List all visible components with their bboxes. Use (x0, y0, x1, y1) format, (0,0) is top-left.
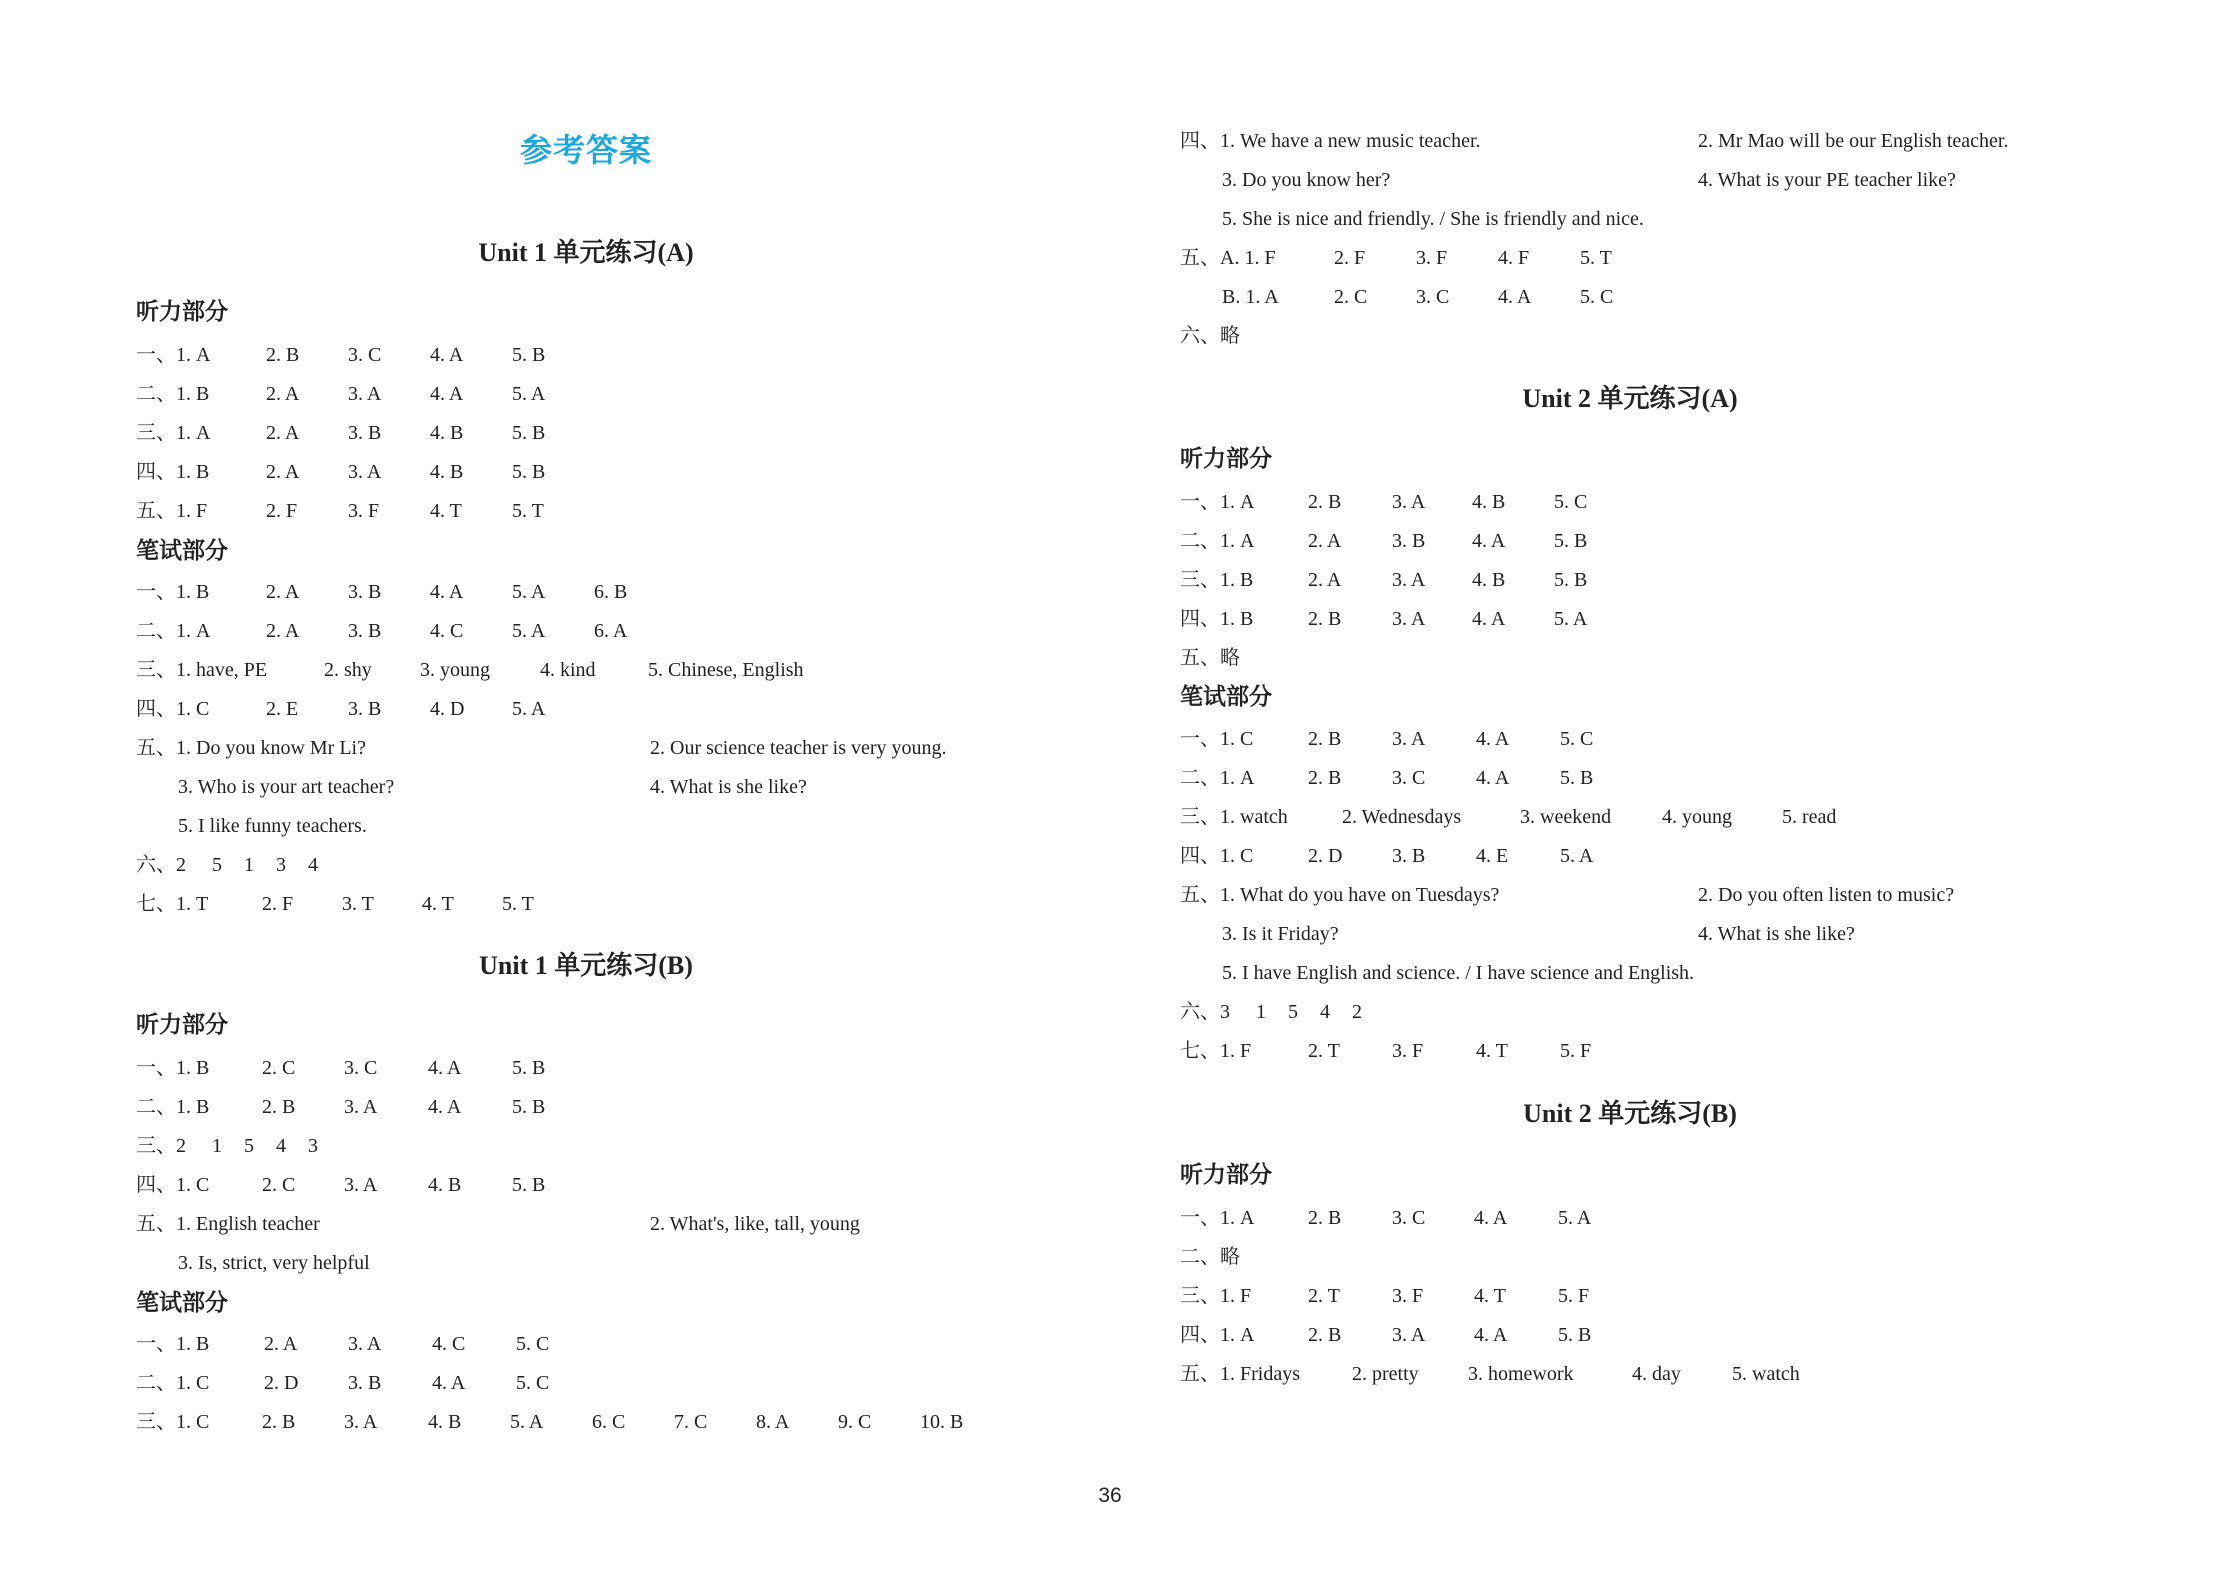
answer-item: 一、1. A (136, 344, 211, 366)
answer-item: 5. C (516, 1333, 550, 1355)
answer-item: 3 (308, 1135, 318, 1157)
answer-item: 2. E (266, 698, 299, 720)
answer-item: 2. A (266, 383, 300, 405)
answer-item: 二、1. B (136, 383, 210, 405)
answer-item: 3. B (348, 698, 382, 720)
answer-item: 一、1. B (136, 1333, 210, 1355)
answer-item: 2. B (262, 1411, 296, 1433)
answer-item: 3. weekend (1520, 806, 1612, 828)
answer-item: 2. Do you often listen to music? (1698, 884, 1955, 906)
answer-item: 一、1. B (136, 581, 210, 603)
answer-item: 3. A (1392, 728, 1426, 750)
answer-item: 3. C (344, 1057, 378, 1079)
answer-item: 5. Chinese, English (648, 659, 804, 681)
answer-item: 4. B (1472, 569, 1506, 591)
answer-item: 5 (212, 854, 222, 876)
answer-item: 4. T (430, 500, 462, 522)
answer-item: 3. Do you know her? (1222, 169, 1391, 191)
answer-item: 8. A (756, 1411, 790, 1433)
answer-item: 五、1. Do you know Mr Li? (136, 737, 366, 759)
answer-item: 2. shy (324, 659, 372, 681)
answer-item: 1 (244, 854, 254, 876)
answer-item: 4. A (1472, 608, 1506, 630)
answer-item: 5. I have English and science. / I have science and English. (1222, 962, 1695, 984)
answer-item: 5. B (1554, 569, 1588, 591)
answer-item: 二、1. A (1180, 530, 1255, 552)
answer-item: 2. B (262, 1096, 296, 1118)
answer-item: 2. A (266, 461, 300, 483)
answer-item: 三、2 (136, 1135, 186, 1157)
answer-item: 五、1. F (136, 500, 208, 522)
answer-item: 4. A (1472, 530, 1506, 552)
answer-item: 5. A (1554, 608, 1588, 630)
answer-item: 5. B (512, 1174, 546, 1196)
answer-item: 4. E (1476, 845, 1509, 867)
answer-item: 五、1. Fridays (1180, 1363, 1300, 1385)
answer-item: 3. C (1416, 286, 1450, 308)
answer-item: 4. A (1476, 728, 1510, 750)
answer-item: 2. C (262, 1057, 296, 1079)
answer-item: 三、1. B (1180, 569, 1254, 591)
answer-item: 5. C (1580, 286, 1614, 308)
answer-item: 5. T (1580, 247, 1612, 269)
answer-item: 2. A (266, 422, 300, 444)
answer-item: 四、1. C (136, 1174, 210, 1196)
answer-item: 5. A (512, 383, 546, 405)
answer-item: 10. B (920, 1411, 964, 1433)
answer-item: 4. A (1474, 1207, 1508, 1229)
answer-item: 2. F (1334, 247, 1366, 269)
answer-item: 4. young (1662, 806, 1732, 828)
unit-heading: Unit 1 单元练习(A) (478, 238, 694, 267)
answer-item: 3. A (348, 383, 382, 405)
section-heading: 听力部分 (1180, 1162, 1272, 1187)
answer-item: 五、1. English teacher (136, 1213, 320, 1235)
answer-item: 3. F (1392, 1040, 1424, 1062)
answer-item: 3. B (348, 1372, 382, 1394)
answer-item: 4. B (428, 1411, 462, 1433)
answer-item: 4. D (430, 698, 465, 720)
answer-item: 3. Who is your art teacher? (178, 776, 395, 798)
answer-item: 2. A (266, 620, 300, 642)
answer-item: 4. What is she like? (650, 776, 807, 798)
answer-item: 二、1. A (136, 620, 211, 642)
answer-item: 3. B (348, 620, 382, 642)
answer-item: 5. T (502, 893, 534, 915)
answer-item: 2. A (264, 1333, 298, 1355)
answer-item: 二、1. C (136, 1372, 210, 1394)
answer-item: 4. C (430, 620, 464, 642)
answer-item: 3. A (1392, 569, 1426, 591)
answer-item: 2. T (1308, 1285, 1340, 1307)
answer-item: 3. A (1392, 491, 1426, 513)
answer-item: 2. D (264, 1372, 299, 1394)
unit-heading: Unit 2 单元练习(A) (1522, 384, 1738, 413)
answer-item: 3. C (348, 344, 382, 366)
answer-item: 五、1. What do you have on Tuesdays? (1180, 884, 1500, 906)
answer-item: 4. T (1474, 1285, 1506, 1307)
answer-item: 4. T (1476, 1040, 1508, 1062)
answer-item: 二、略 (1180, 1246, 1240, 1268)
answer-item: 5. I like funny teachers. (178, 815, 367, 837)
answer-item: 三、1. have, PE (136, 659, 268, 681)
answer-item: 4. B (430, 422, 464, 444)
answer-item: 三、1. A (136, 422, 211, 444)
answer-item: 9. C (838, 1411, 872, 1433)
answer-item: 四、1. B (1180, 608, 1254, 630)
answer-item: 2. B (1308, 491, 1342, 513)
answer-item: 2. B (1308, 1207, 1342, 1229)
answer-item: 三、1. F (1180, 1285, 1252, 1307)
answer-item: 4. C (432, 1333, 466, 1355)
answer-item: 2. Mr Mao will be our English teacher. (1698, 130, 2009, 152)
answer-item: 3. C (1392, 1207, 1426, 1229)
answer-item: 4. What is your PE teacher like? (1698, 169, 1956, 191)
answer-item: 3. A (344, 1411, 378, 1433)
answer-item: 四、1. A (1180, 1324, 1255, 1346)
answer-item: 二、1. A (1180, 767, 1255, 789)
answer-item: 3. B (1392, 845, 1426, 867)
answer-item: 2 (1352, 1001, 1362, 1023)
answer-item: 4. A (428, 1057, 462, 1079)
answer-item: 2. D (1308, 845, 1343, 867)
answer-item: 5. A (510, 1411, 544, 1433)
answer-item: 2. B (1308, 767, 1342, 789)
answer-item: 5. C (1560, 728, 1594, 750)
answer-item: 四、1. B (136, 461, 210, 483)
answer-item: 3. B (348, 581, 382, 603)
answer-item: 4 (276, 1135, 286, 1157)
answer-item: 5. A (512, 581, 546, 603)
answer-item: 三、1. C (136, 1411, 210, 1433)
answer-item: 7. C (674, 1411, 708, 1433)
answer-item: 5. A (512, 698, 546, 720)
answer-item: 2. F (266, 500, 298, 522)
answer-item: 2. A (1308, 530, 1342, 552)
answer-item: 4. kind (540, 659, 596, 681)
answer-item: 2. T (1308, 1040, 1340, 1062)
answer-item: 4. A (428, 1096, 462, 1118)
answer-item: 3. A (348, 461, 382, 483)
answer-item: 5. B (1554, 530, 1588, 552)
answer-item: 五、略 (1180, 647, 1240, 669)
answer-item: 5. A (1558, 1207, 1592, 1229)
answer-item: 4 (1320, 1001, 1330, 1023)
answer-item: 七、1. T (136, 893, 209, 915)
answer-item: 4. T (422, 893, 454, 915)
answer-item: 2. C (1334, 286, 1368, 308)
unit-heading: Unit 2 单元练习(B) (1523, 1099, 1737, 1128)
answer-item: 6. C (592, 1411, 626, 1433)
answer-item: 5. She is nice and friendly. / She is friendly and nice. (1222, 208, 1644, 230)
answer-item: 2. What's, like, tall, young (650, 1213, 860, 1235)
answer-item: 2. Wednesdays (1342, 806, 1462, 828)
answer-item: 5. B (512, 461, 546, 483)
answer-item: 4. F (1498, 247, 1530, 269)
section-heading: 听力部分 (1180, 446, 1272, 471)
answer-item: 六、3 (1180, 1001, 1230, 1023)
section-heading: 笔试部分 (136, 538, 228, 563)
answer-item: 5. C (516, 1372, 550, 1394)
answer-item: 3. C (1392, 767, 1426, 789)
answer-item: 3. B (348, 422, 382, 444)
answer-item: 四、1. C (136, 698, 210, 720)
page-number: 36 (1098, 1484, 1122, 1507)
answer-item: 一、1. C (1180, 728, 1254, 750)
answer-item: 4. A (430, 581, 464, 603)
answer-item: 3. A (344, 1174, 378, 1196)
answer-item: 2. A (1308, 569, 1342, 591)
answer-item: 5. read (1782, 806, 1837, 828)
answer-item: 三、1. watch (1180, 806, 1288, 828)
answer-item: 4. B (1472, 491, 1506, 513)
answer-item: 3. young (420, 659, 490, 681)
answer-item: 4. A (430, 383, 464, 405)
answer-item: 6. A (594, 620, 628, 642)
answer-item: 5. F (1558, 1285, 1590, 1307)
answer-item: B. 1. A (1222, 286, 1279, 308)
answer-item: 2. B (1308, 1324, 1342, 1346)
answer-item: 5. B (512, 1057, 546, 1079)
answer-item: 3. A (348, 1333, 382, 1355)
answer-item: 5. F (1560, 1040, 1592, 1062)
section-heading: 笔试部分 (136, 1290, 228, 1315)
answer-item: 4. A (1476, 767, 1510, 789)
answer-item: 5. A (1560, 845, 1594, 867)
answer-item: 5. B (1558, 1324, 1592, 1346)
answer-item: 3. Is, strict, very helpful (178, 1252, 370, 1274)
answer-item: 3. T (342, 893, 374, 915)
answer-item: 3. Is it Friday? (1222, 923, 1339, 945)
answer-item: 六、略 (1180, 325, 1240, 347)
answer-item: 四、1. We have a new music teacher. (1180, 130, 1481, 152)
answer-item: 3. A (344, 1096, 378, 1118)
answer-item: 七、1. F (1180, 1040, 1252, 1062)
unit-heading: Unit 1 单元练习(B) (479, 951, 693, 980)
answer-item: 5. B (512, 1096, 546, 1118)
answer-item: 2. F (262, 893, 294, 915)
answer-item: 四、1. C (1180, 845, 1254, 867)
answer-item: 3. F (348, 500, 380, 522)
answer-item: 4. day (1632, 1363, 1681, 1385)
answer-item: 4. A (430, 344, 464, 366)
answer-item: 2. pretty (1352, 1363, 1419, 1385)
answer-item: 1 (212, 1135, 222, 1157)
answer-item: 五、A. 1. F (1180, 247, 1276, 269)
answer-item: 5. A (512, 620, 546, 642)
answer-item: 5. T (512, 500, 544, 522)
answer-item: 4. B (428, 1174, 462, 1196)
answer-item: 6. B (594, 581, 628, 603)
answer-item: 4. A (1498, 286, 1532, 308)
answer-item: 4 (308, 854, 318, 876)
answer-item: 2. C (262, 1174, 296, 1196)
answer-item: 一、1. B (136, 1057, 210, 1079)
answer-item: 一、1. A (1180, 491, 1255, 513)
answer-item: 5 (244, 1135, 254, 1157)
page-title: 参考答案 (519, 132, 652, 168)
answer-item: 4. What is she like? (1698, 923, 1855, 945)
answer-item: 5. B (512, 344, 546, 366)
answer-item: 2. B (266, 344, 300, 366)
answer-item: 3. B (1392, 530, 1426, 552)
answer-item: 3. F (1392, 1285, 1424, 1307)
answer-item: 1 (1256, 1001, 1266, 1023)
section-heading: 笔试部分 (1180, 684, 1272, 709)
answer-item: 2. B (1308, 728, 1342, 750)
answer-item: 六、2 (136, 854, 186, 876)
answer-item: 4. B (430, 461, 464, 483)
answer-item: 4. A (1474, 1324, 1508, 1346)
answer-item: 5 (1288, 1001, 1298, 1023)
answer-item: 5. B (1560, 767, 1594, 789)
answer-item: 3 (276, 854, 286, 876)
answer-item: 5. C (1554, 491, 1588, 513)
answer-item: 2. B (1308, 608, 1342, 630)
answer-item: 5. watch (1732, 1363, 1800, 1385)
answer-item: 4. A (432, 1372, 466, 1394)
answer-item: 3. A (1392, 608, 1426, 630)
section-heading: 听力部分 (136, 299, 228, 324)
answer-item: 2. Our science teacher is very young. (650, 737, 947, 759)
section-heading: 听力部分 (136, 1012, 228, 1037)
answer-item: 3. A (1392, 1324, 1426, 1346)
answer-item: 2. A (266, 581, 300, 603)
answer-item: 5. B (512, 422, 546, 444)
answer-item: 3. F (1416, 247, 1448, 269)
answer-item: 二、1. B (136, 1096, 210, 1118)
answer-item: 3. homework (1468, 1363, 1574, 1385)
answer-item: 一、1. A (1180, 1207, 1255, 1229)
